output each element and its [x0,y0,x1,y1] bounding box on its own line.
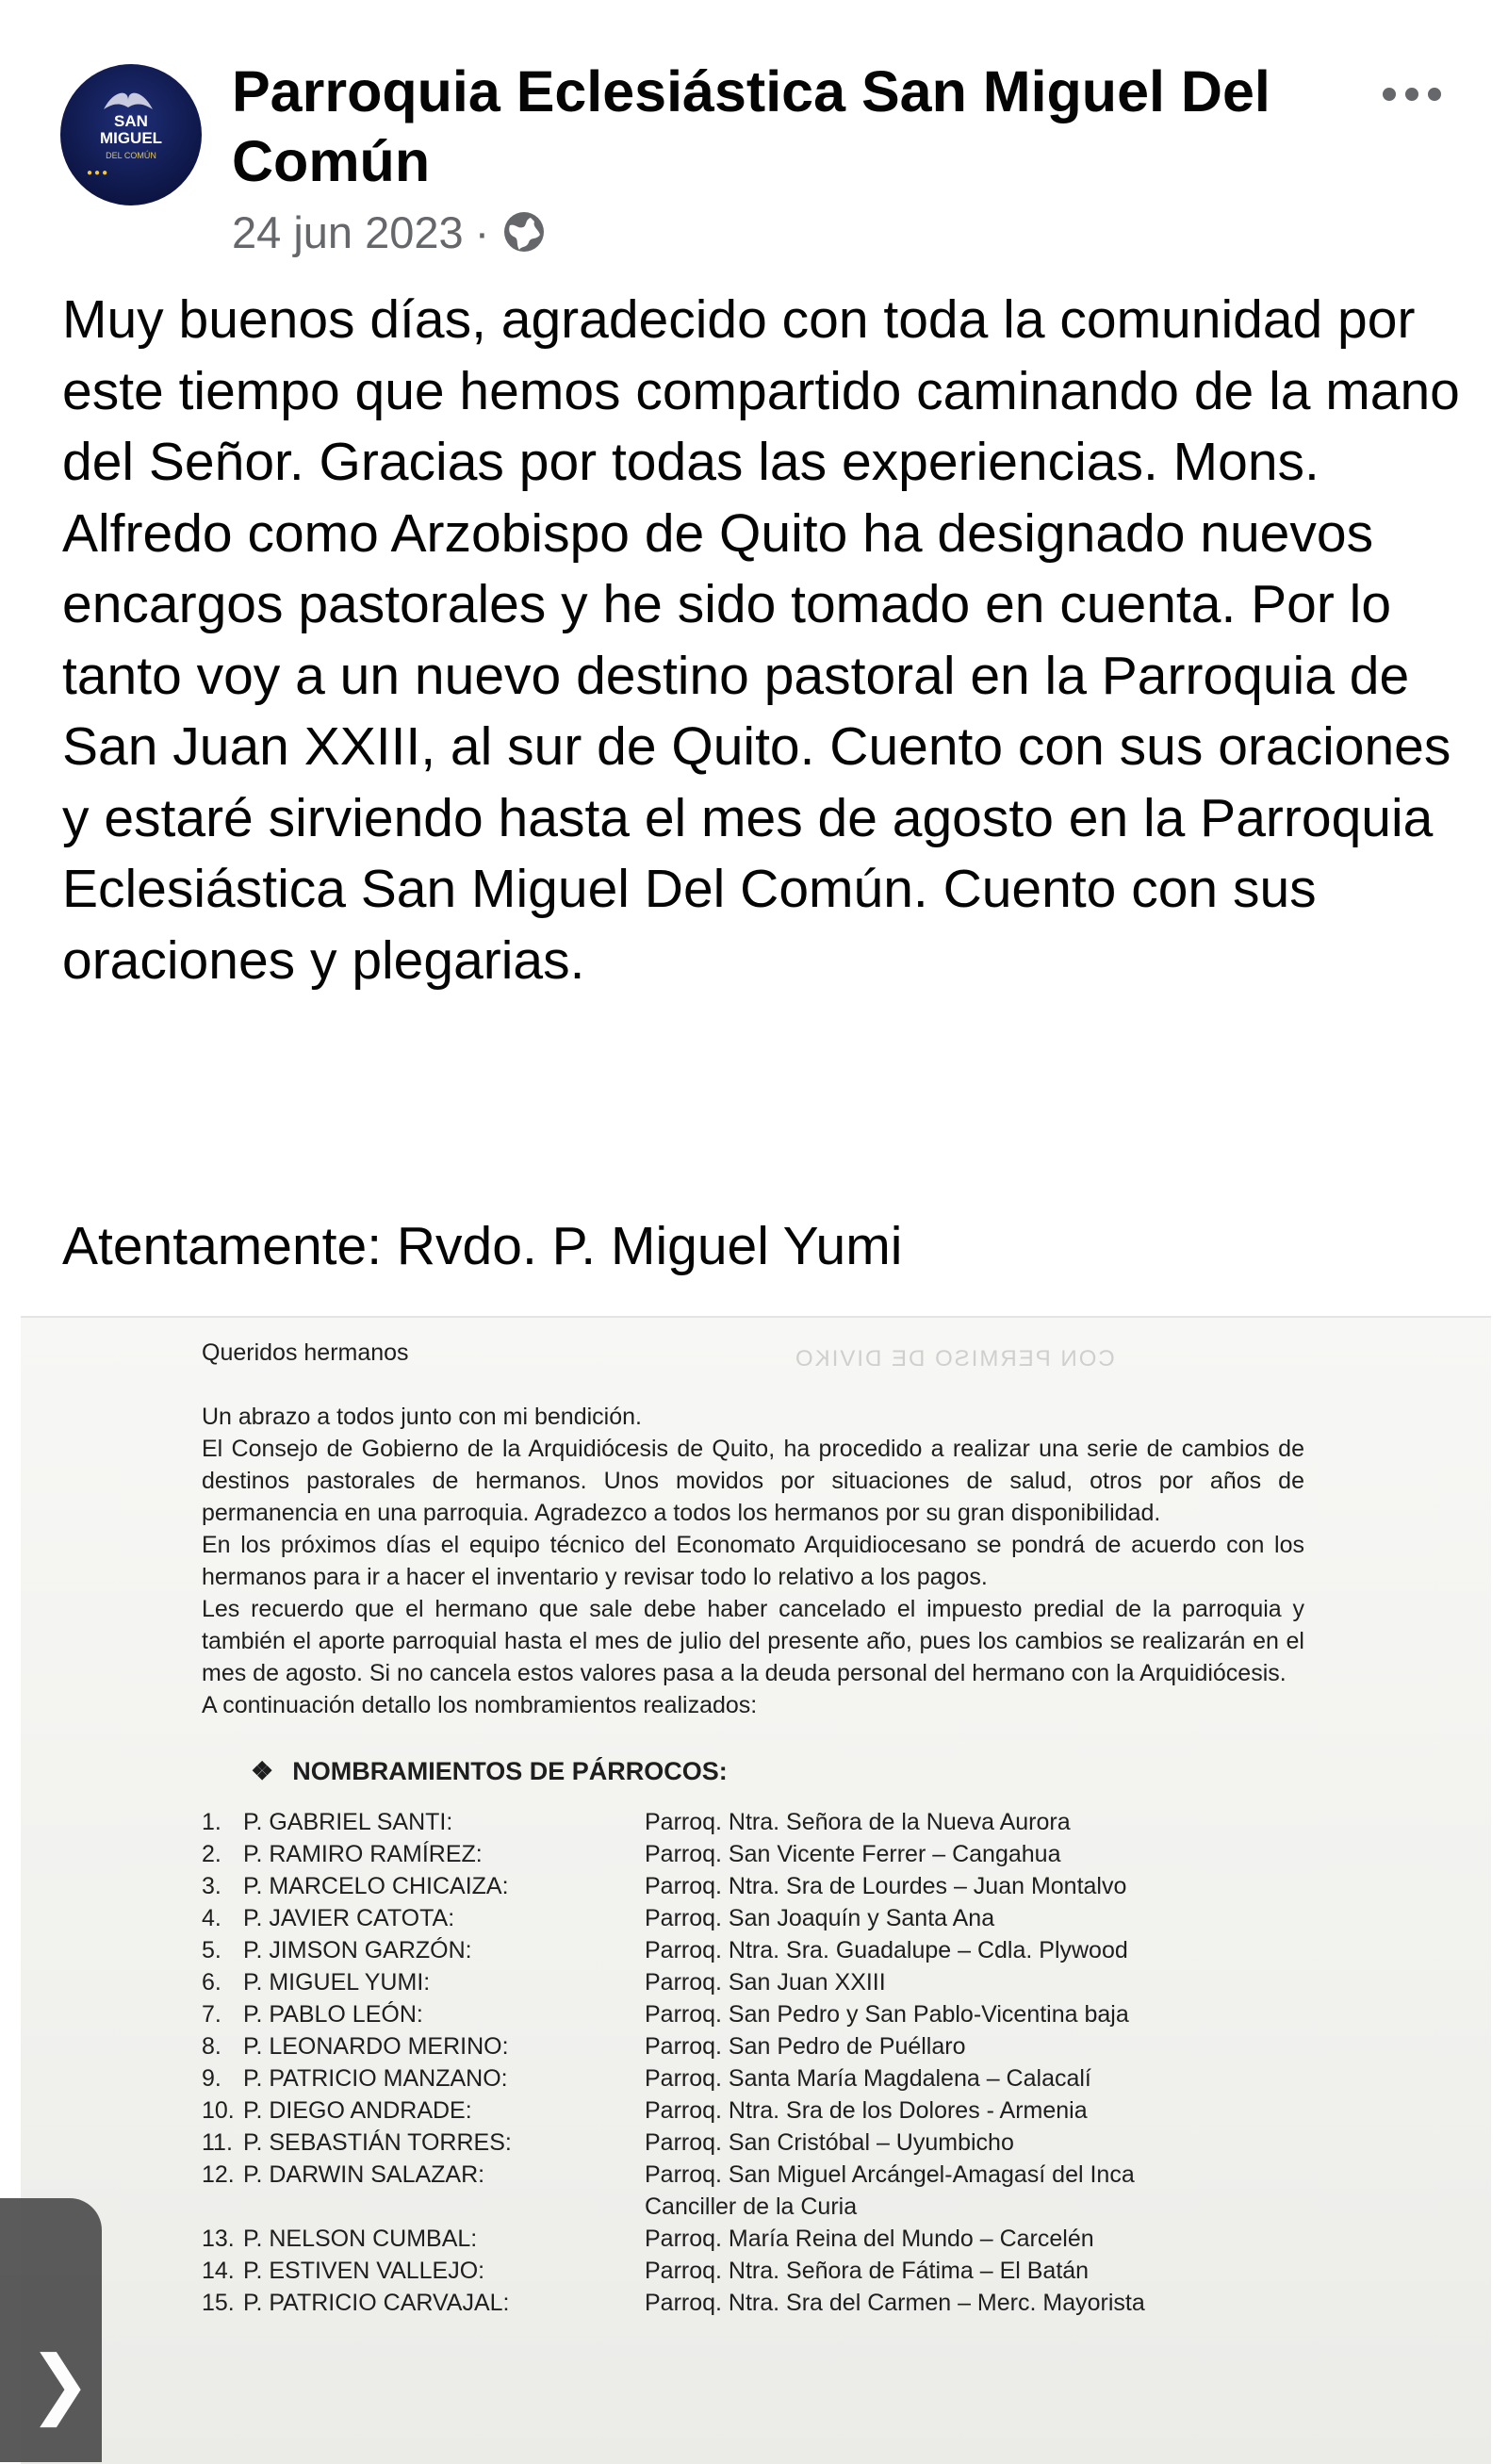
post-date-link[interactable]: 24 jun 2023 [232,206,464,257]
page-avatar[interactable] [60,64,202,205]
avatar-sublabel: DEL COMÚN [106,151,156,160]
appointment-row: 1. P. GABRIEL SANTI: Parroq. Ntra. Señora de la Nueva Aurora [202,1809,1071,1835]
appointment-row: 2. P. RAMIRO RAMÍREZ: Parroq. San Vicente Ferrer – Cangahua [202,1841,1061,1867]
angel-wing-icon [100,87,156,113]
bleed-through-text: CON PERMISO DE DIVIKO [794,1346,1115,1372]
document-paragraph: Un abrazo a todos junto con mi bendición. [202,1404,642,1430]
post-body [62,285,1476,996]
page-name-link[interactable]: Parroquia Eclesiástica San Miguel Del Común [232,59,1270,193]
post-paragraph: Muy buenos días, agradecido con toda la comunidad por este tiempo que hemos compartido caminando de la mano del Señor. Gracias por todas las experiencias. Mons. Alfredo como Arzobispo de Quito ha designado nuevos encargos pastorales y he sido tomado en cuenta. Por lo tanto voy a un nuevo destino pastoral en la Parroquia de San Juan XXIII, al sur de Quito. Cuento con sus oraciones y estaré sirviendo hasta el mes de agosto en la Parroquia Eclesiástica San Miguel Del Común. Cuento con sus oraciones y plegarias. [62,289,1460,991]
document-paragraph: A continuación detallo los nombramientos realizados: [202,1692,758,1718]
document-paragraph: Les recuerdo que el hermano que sale debe haber cancelado el impuesto predial de la parroquia y también el aporte parroquial hasta el mes de julio del presente año, pues los cambios se realizarán en el mes de agosto. Si no cancela estos valores pasa a la deuda personal del hermano con la Arquidiócesis. [202,1596,1304,1686]
appointment-row: 15. P. PATRICIO CARVAJAL: Parroq. Ntra. Sra del Carmen – Merc. Mayorista [202,2290,1145,2316]
document-paragraph: En los próximos días el equipo técnico del Economato Arquidiocesano se pondrá de acuerdo con los hermanos para ir a hacer el inventario y revisar todo lo relativo a los pagos. [202,1532,1304,1590]
appointment-row: 5. P. JIMSON GARZÓN: Parroq. Ntra. Sra. Guadalupe – Cdla. Plywood [202,1937,1128,1963]
chevron-right-icon: ❯ [28,2340,92,2427]
appointment-row: 6. P. MIGUEL YUMI: Parroq. San Juan XXIII [202,1969,886,1996]
appointments-list [202,1806,1304,2319]
appointment-row: 8. P. LEONARDO MERINO: Parroq. San Pedro de Puéllaro [202,2033,966,2060]
document-heading: ❖ NOMBRAMIENTOS DE PÁRROCOS: [251,1757,728,1785]
globe-icon[interactable] [500,208,548,255]
next-image-button[interactable] [0,2198,102,2462]
appointment-row: 12. P. DARWIN SALAZAR: Parroq. San Miguel Arcángel-Amagasí del Inca [202,2161,1135,2188]
appointment-row: 3. P. MARCELO CHICAIZA: Parroq. Ntra. Sra de Lourdes – Juan Montalvo [202,1873,1127,1899]
post-meta [232,205,548,258]
diamond-bullet-icon: ❖ [251,1757,274,1785]
document-greeting: Queridos hermanos [202,1339,409,1366]
appointment-row: 9. P. PATRICIO MANZANO: Parroq. Santa María Magdalena – Calacalí [202,2065,1091,2092]
appointment-row: 7. P. PABLO LEÓN: Parroq. San Pedro y San Pablo-Vicentina baja [202,2001,1129,2028]
avatar-decoration: ●●● [87,168,110,178]
document-content [202,1337,1304,2319]
appointment-row: 4. P. JAVIER CATOTA: Parroq. San Joaquín y Santa Ana [202,1905,995,1931]
appointment-row: 13. P. NELSON CUMBAL: Parroq. María Reina del Mundo – Carcelén [202,2226,1094,2252]
post-signature: Atentamente: Rvdo. P. Miguel Yumi [62,1216,903,1276]
post-header [0,0,1508,255]
meta-separator: · [474,206,490,257]
appointment-row-extra: Canciller de la Curia [645,2193,858,2220]
more-options-button[interactable] [1378,75,1446,113]
avatar-label: SAN MIGUEL [99,112,163,147]
more-horizontal-icon [1382,87,1442,102]
appointment-row: 11. P. SEBASTIÁN TORRES: Parroq. San Cristóbal – Uyumbicho [202,2129,1014,2156]
document-paragraph: El Consejo de Gobierno de la Arquidiócesis de Quito, ha procedido a realizar una serie de cambios de destinos pastorales de hermanos. Unos movidos por situaciones de salud, otros por años de permanencia en una parroquia. Agradezco a todos los hermanos por su gran disponibilidad. [202,1436,1304,1526]
appointment-row: 10. P. DIEGO ANDRADE: Parroq. Ntra. Sra de los Dolores - Armenia [202,2097,1088,2124]
attached-document-image[interactable] [21,1316,1491,2464]
appointment-row: 14. P. ESTIVEN VALLEJO: Parroq. Ntra. Señora de Fátima – El Batán [202,2258,1090,2284]
